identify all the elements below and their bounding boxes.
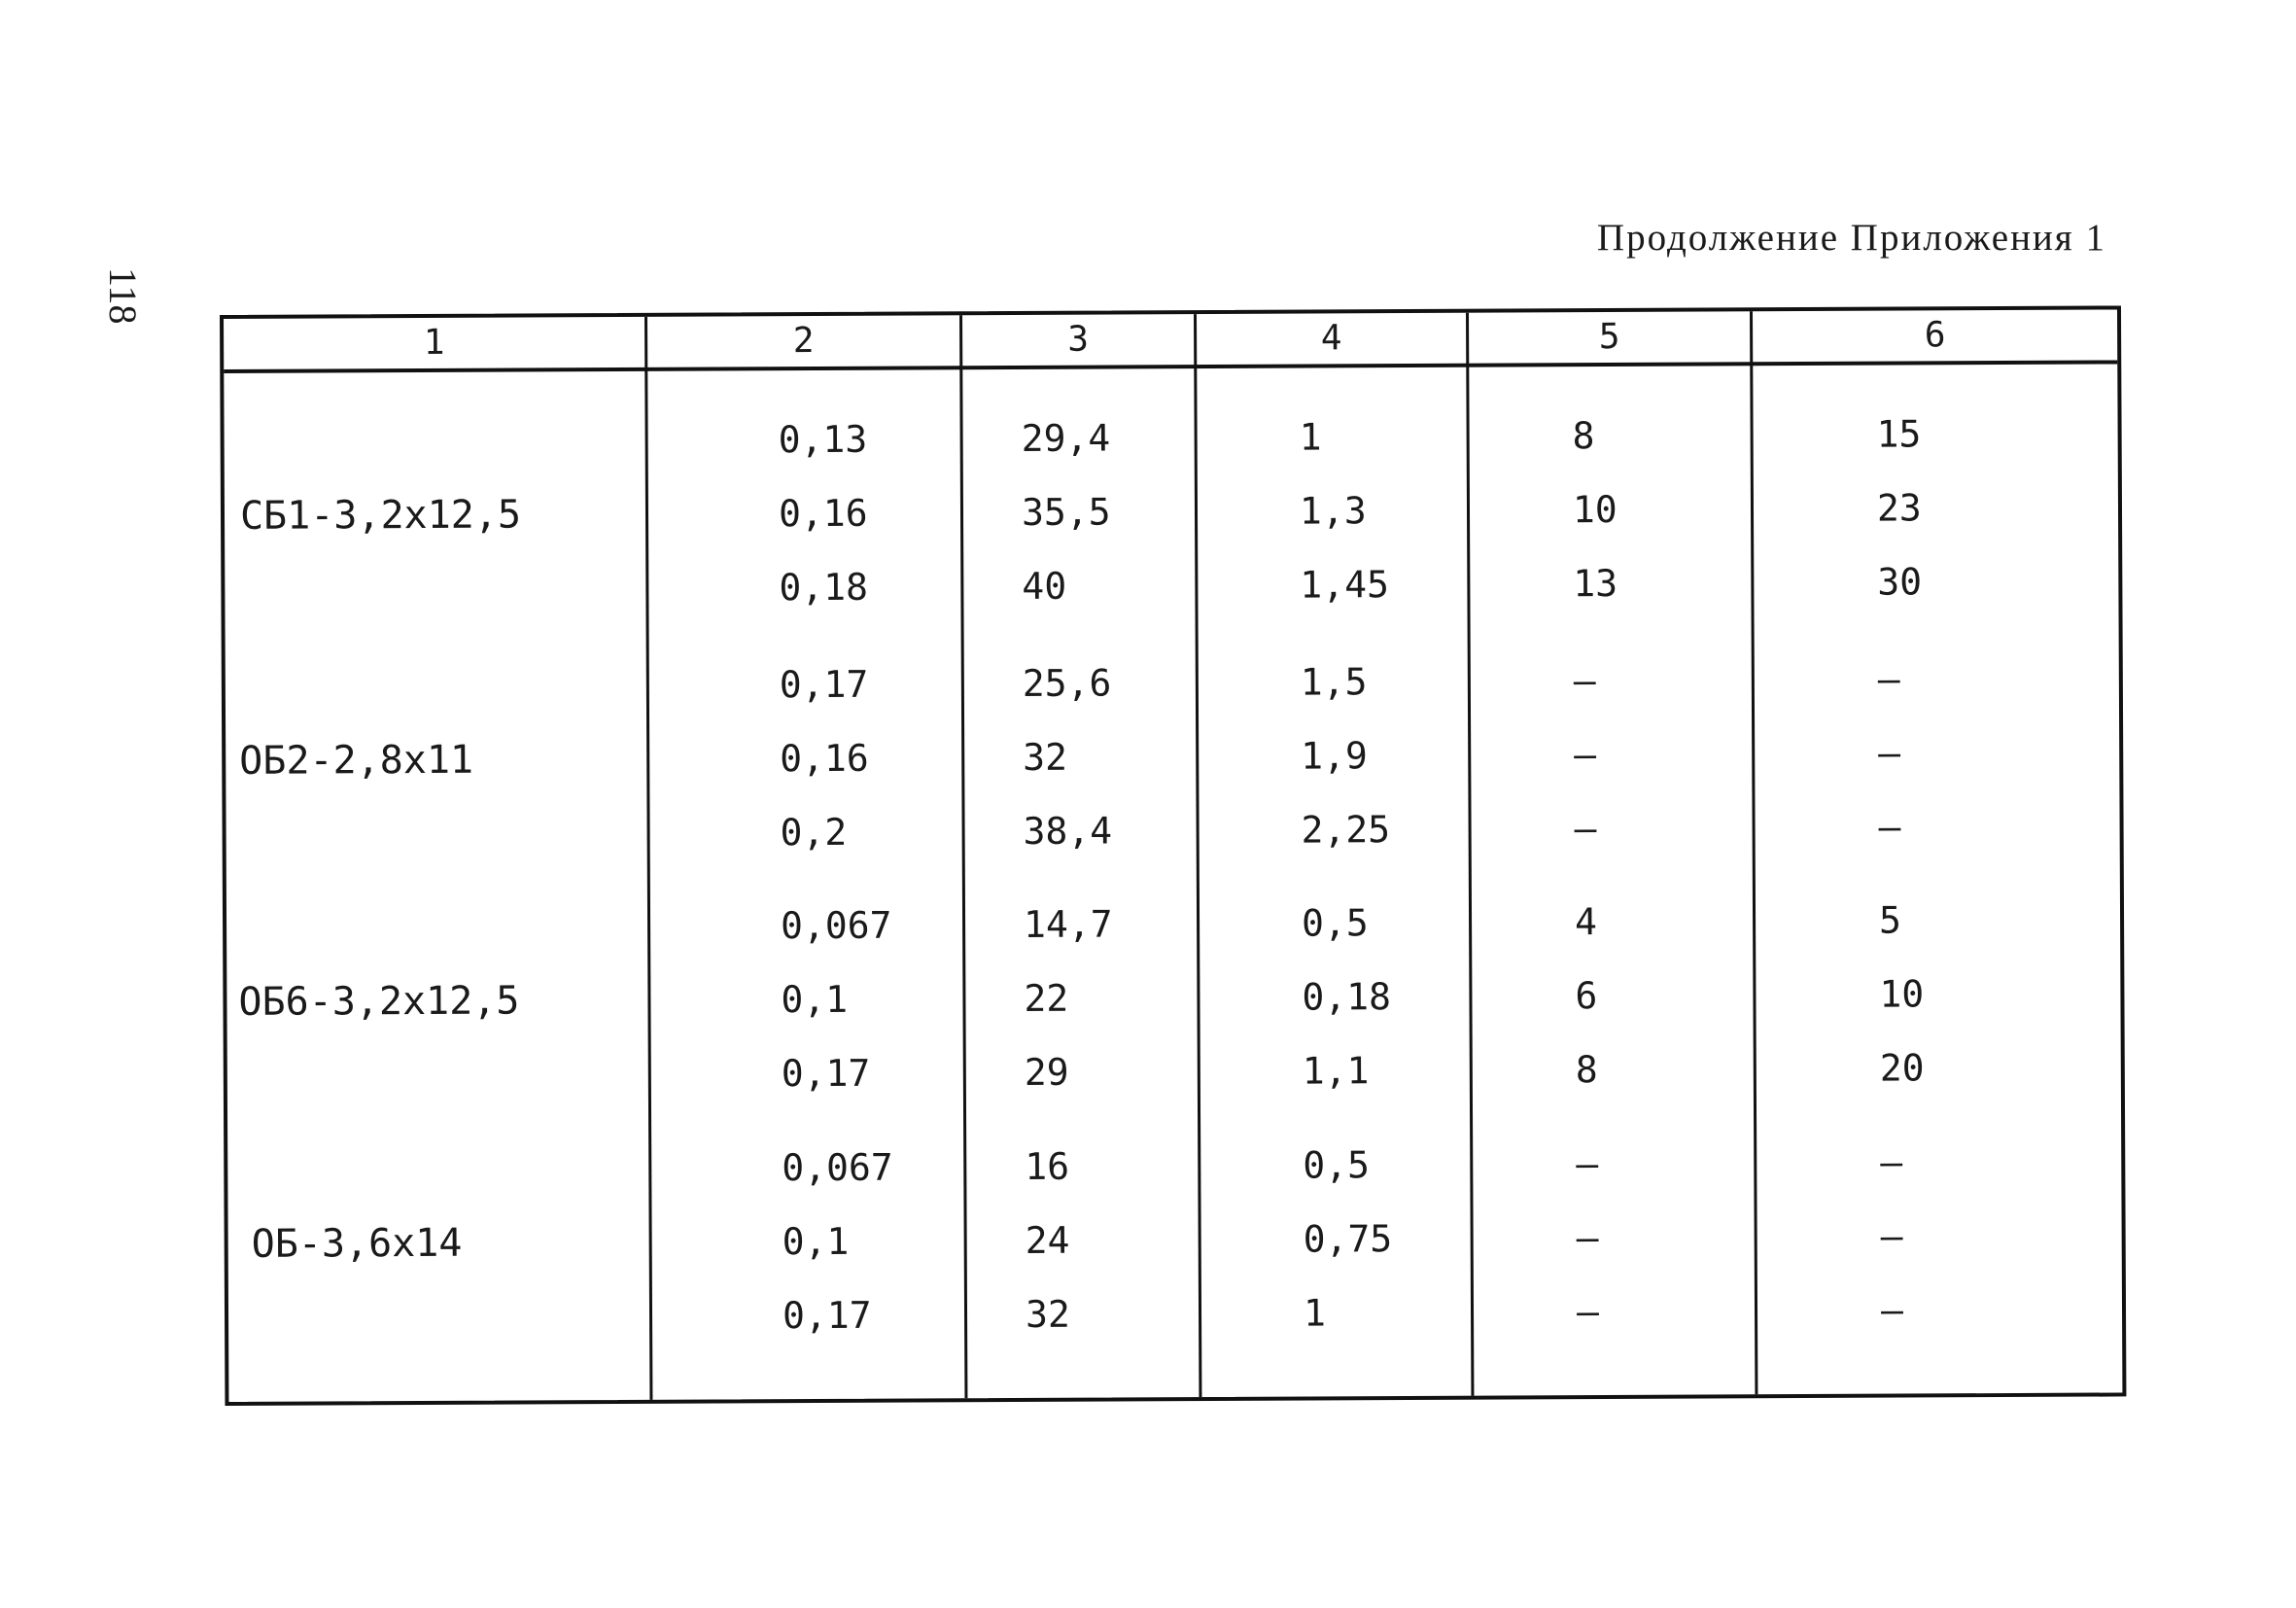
table-cell: 29,4	[1021, 416, 1111, 460]
table-cell: –	[1878, 731, 1901, 775]
table-cell: 0,18	[1302, 975, 1392, 1019]
column-divider	[1750, 311, 1757, 1394]
table-cell: 5	[1878, 898, 1902, 942]
table-cell: 0,16	[780, 736, 869, 781]
table-cell: –	[1574, 807, 1597, 851]
table-cell: 1,5	[1300, 660, 1368, 704]
table-cell: 13	[1573, 561, 1618, 606]
table-cell: –	[1573, 659, 1596, 703]
table-cell: 0,17	[779, 662, 869, 707]
table-cell: 29	[1024, 1050, 1069, 1094]
table-cell: 1,45	[1300, 563, 1389, 607]
table-cell: –	[1878, 805, 1901, 849]
table-cell: 1	[1299, 415, 1322, 459]
table-cell: 22	[1024, 976, 1069, 1020]
column-header: 3	[1067, 319, 1090, 360]
table-cell: 0,16	[778, 491, 868, 536]
table-cell: 1,3	[1299, 489, 1367, 533]
table-cell: 0,18	[779, 565, 868, 610]
table-cell: 25,6	[1022, 661, 1112, 705]
column-divider	[959, 315, 967, 1398]
column-divider	[644, 317, 652, 1400]
data-table	[220, 305, 2126, 1406]
table-cell: –	[1576, 1142, 1599, 1186]
table-cell: 23	[1876, 486, 1922, 530]
table-cell: –	[1877, 657, 1900, 701]
table-cell: 1,1	[1302, 1049, 1370, 1093]
table-cell: 8	[1575, 1048, 1598, 1092]
table-cell: 15	[1876, 412, 1922, 456]
table-cell: 32	[1025, 1292, 1070, 1336]
page-number: 118	[101, 267, 145, 325]
table-cell: 38,4	[1023, 809, 1113, 853]
table-cell: 0,5	[1303, 1143, 1371, 1187]
table-cell: 6	[1575, 974, 1598, 1018]
table-cell: 10	[1879, 972, 1925, 1016]
column-header: 6	[1924, 315, 1946, 356]
table-cell: 0,13	[778, 417, 868, 462]
table-cell: –	[1880, 1214, 1903, 1258]
table-cell: 0,17	[781, 1051, 871, 1096]
column-header: 5	[1598, 316, 1620, 358]
table-cell: 20	[1879, 1046, 1925, 1090]
table-cell: 2,25	[1301, 808, 1391, 852]
column-divider	[1194, 314, 1201, 1397]
table-cell: 1	[1303, 1291, 1327, 1335]
table-cell: –	[1576, 1290, 1600, 1334]
table-cell: 0,2	[780, 810, 848, 855]
column-header: 4	[1320, 318, 1342, 359]
table-cell: 30	[1877, 560, 1923, 604]
column-header: 1	[423, 322, 445, 363]
group-name: СБ1-3,2х12,5	[239, 492, 522, 539]
table-cell: –	[1880, 1140, 1903, 1184]
group-name: ОБ6-3,2х12,5	[238, 978, 520, 1025]
table-cell: 40	[1022, 564, 1067, 608]
column-divider	[1466, 313, 1474, 1396]
table-cell: 0,5	[1301, 901, 1369, 945]
table-cell: 14,7	[1023, 902, 1113, 946]
table-cell: 0,75	[1303, 1217, 1393, 1261]
table-cell: 8	[1572, 414, 1595, 458]
table-cell: 35,5	[1021, 490, 1111, 534]
table-cell: 0,067	[780, 903, 892, 948]
table-cell: 0,17	[782, 1293, 872, 1338]
table-cell: 16	[1025, 1144, 1070, 1188]
table-cell: 0,1	[781, 977, 849, 1022]
table-cell: –	[1880, 1288, 1904, 1332]
table-cell: 0,1	[782, 1219, 850, 1264]
table-cell: 24	[1025, 1218, 1070, 1262]
table-cell: 0,067	[782, 1145, 893, 1190]
table-cell: –	[1574, 733, 1597, 777]
table-cell: –	[1576, 1216, 1599, 1260]
table-cell: 1,9	[1301, 734, 1368, 778]
column-header: 2	[792, 321, 815, 362]
appendix-heading: Продолжение Приложения 1	[1596, 217, 2106, 259]
table-cell: 4	[1574, 900, 1598, 944]
group-name: ОБ2-2,8х11	[239, 737, 474, 784]
table-cell: 32	[1023, 735, 1068, 779]
table-cell: 10	[1572, 487, 1618, 532]
group-name: ОБ-3,6х14	[251, 1220, 463, 1267]
